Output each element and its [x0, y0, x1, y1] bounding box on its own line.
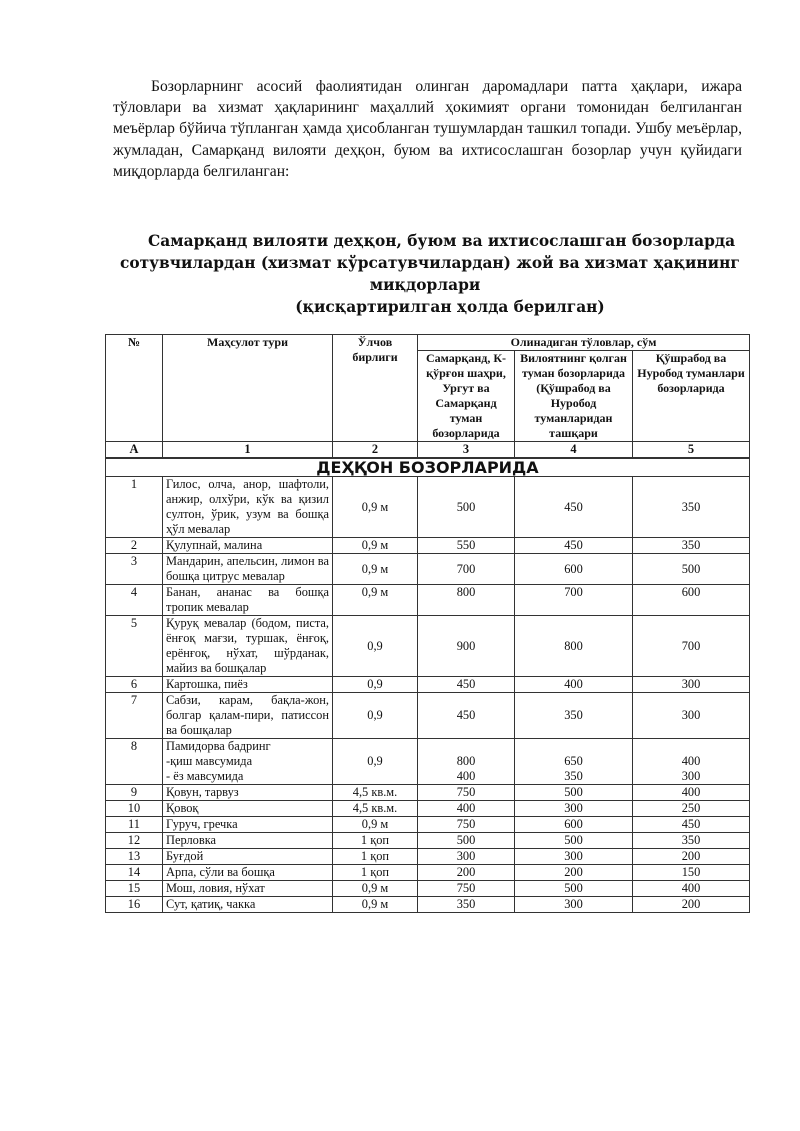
row-value-4: 200 [515, 865, 633, 881]
table-row [106, 817, 750, 833]
row-no: 13 [106, 849, 163, 865]
table-row [106, 477, 750, 538]
row-value-4: 500 [515, 881, 633, 897]
header-col4: Вилоятнинг қолган туман бозорларида (Қўшрабод ва Нуробод туманларидан ташқари [515, 351, 633, 442]
row-no: 10 [106, 801, 163, 817]
row-product: Қовоқ [163, 801, 333, 817]
row-value-5: 500 [633, 554, 750, 585]
row-unit: 0,9 [333, 677, 418, 693]
row-value-3: 200 [418, 865, 515, 881]
header-unit: Ўлчов бирлиги [333, 335, 418, 442]
row-value-3: 400 [418, 801, 515, 817]
value-summer: 350 [564, 769, 583, 783]
row-value-4 [515, 739, 633, 785]
row-unit: 0,9 м [333, 897, 418, 913]
heading-line-4: (қисқартирилган ҳолда берилган) [295, 298, 605, 316]
row-unit: 0,9 м [333, 554, 418, 585]
row-value-5: 450 [633, 817, 750, 833]
column-numbering-row [106, 442, 750, 459]
row-unit: 0,9 м [333, 477, 418, 538]
row-product: Сабзи, карам, бақла-жон, болгар қалам-пири, патиссон ва бошқалар [163, 693, 333, 739]
row-product-line: -қиш мавсумида [166, 754, 253, 768]
row-product: Картошка, пиёз [163, 677, 333, 693]
row-value-4: 600 [515, 817, 633, 833]
num-cell: 5 [633, 442, 750, 459]
value-summer: 300 [681, 769, 701, 783]
header-no: № [106, 335, 163, 442]
row-value-4: 300 [515, 801, 633, 817]
row-value-3: 550 [418, 538, 515, 554]
row-value-4: 800 [515, 616, 633, 677]
section-row [106, 458, 750, 477]
row-value-3: 500 [418, 477, 515, 538]
heading-line-3: миқдорлари [369, 276, 481, 294]
heading-line-2: сотувчилардан (хизмат кўрсатувчилардан) жой ва хизмат ҳақининг [120, 254, 740, 272]
value-winter: 400 [681, 754, 701, 768]
table-row [106, 865, 750, 881]
row-value-4: 500 [515, 833, 633, 849]
row-no: 6 [106, 677, 163, 693]
row-value-5: 350 [633, 833, 750, 849]
row-no: 11 [106, 817, 163, 833]
header-product: Маҳсулот тури [163, 335, 333, 442]
row-unit: 4,5 кв.м. [333, 785, 418, 801]
section-title: ДЕҲҚОН БОЗОРЛАРИДА [106, 458, 750, 477]
table-row [106, 833, 750, 849]
header-payments: Олинадиган тўловлар, сўм [418, 335, 750, 351]
row-no: 7 [106, 693, 163, 739]
row-product: Банан, ананас ва бошқа тропик мевалар [163, 585, 333, 616]
num-cell: 3 [418, 442, 515, 459]
table-row [106, 585, 750, 616]
table-row [106, 897, 750, 913]
row-product: Қулупнай, малина [163, 538, 333, 554]
row-value-3: 750 [418, 785, 515, 801]
row-value-5: 300 [633, 693, 750, 739]
num-cell: 2 [333, 442, 418, 459]
table-row [106, 785, 750, 801]
row-value-5: 300 [633, 677, 750, 693]
row-product: Гуруч, гречка [163, 817, 333, 833]
row-value-3 [418, 739, 515, 785]
row-value-3: 750 [418, 881, 515, 897]
row-value-5: 350 [633, 477, 750, 538]
row-value-5: 200 [633, 849, 750, 865]
row-product: Арпа, сўли ва бошқа [163, 865, 333, 881]
table-row [106, 739, 750, 785]
row-value-4: 450 [515, 538, 633, 554]
row-product: Буғдой [163, 849, 333, 865]
row-no: 16 [106, 897, 163, 913]
num-cell: 1 [163, 442, 333, 459]
row-unit: 0,9 [333, 693, 418, 739]
row-product: Сут, қатиқ, чакка [163, 897, 333, 913]
row-product-line: - ёз мавсумида [166, 769, 244, 783]
heading-line-1: Самарқанд вилояти деҳқон, буюм ва ихтисослашган бозорларда [148, 232, 736, 250]
row-no: 3 [106, 554, 163, 585]
fees-table [105, 334, 750, 913]
row-value-3: 450 [418, 693, 515, 739]
header-col3: Самарқанд, К-қўрғон шаҳри, Ургут ва Самарқанд туман бозорларида [418, 351, 515, 442]
header-col5: Қўшрабод ва Нуробод туманлари бозорларида [633, 351, 750, 442]
row-value-3: 450 [418, 677, 515, 693]
row-no: 14 [106, 865, 163, 881]
row-value-3: 300 [418, 849, 515, 865]
table-row [106, 881, 750, 897]
row-value-3: 900 [418, 616, 515, 677]
row-value-5: 250 [633, 801, 750, 817]
row-no: 15 [106, 881, 163, 897]
row-value-3: 750 [418, 817, 515, 833]
row-no: 9 [106, 785, 163, 801]
row-unit: 4,5 кв.м. [333, 801, 418, 817]
row-value-3: 700 [418, 554, 515, 585]
row-value-4: 600 [515, 554, 633, 585]
row-value-4: 500 [515, 785, 633, 801]
row-no: 5 [106, 616, 163, 677]
row-no: 2 [106, 538, 163, 554]
row-unit: 0,9 м [333, 538, 418, 554]
row-unit: 0,9 [333, 739, 418, 785]
table-row [106, 677, 750, 693]
row-unit: 1 қоп [333, 865, 418, 881]
row-value-4: 400 [515, 677, 633, 693]
row-value-4: 300 [515, 849, 633, 865]
row-unit: 0,9 м [333, 817, 418, 833]
row-value-5: 200 [633, 897, 750, 913]
row-unit: 0,9 м [333, 881, 418, 897]
row-product: Қовун, тарвуз [163, 785, 333, 801]
row-product [163, 739, 333, 785]
row-value-3: 350 [418, 897, 515, 913]
row-no: 4 [106, 585, 163, 616]
row-value-5 [633, 739, 750, 785]
row-value-5: 400 [633, 785, 750, 801]
row-value-5: 700 [633, 616, 750, 677]
table-row [106, 554, 750, 585]
row-unit: 0,9 м [333, 585, 418, 616]
table-row [106, 801, 750, 817]
row-no: 12 [106, 833, 163, 849]
num-cell: А [106, 442, 163, 459]
table-row [106, 616, 750, 677]
table-row [106, 538, 750, 554]
row-value-4: 300 [515, 897, 633, 913]
row-unit: 1 қоп [333, 849, 418, 865]
row-no: 1 [106, 477, 163, 538]
value-winter: 800 [456, 754, 476, 768]
row-product-line: Памидорва бадринг [166, 739, 271, 753]
row-product: Перловка [163, 833, 333, 849]
value-summer: 400 [456, 769, 476, 783]
row-value-5: 350 [633, 538, 750, 554]
table-row [106, 693, 750, 739]
value-winter: 650 [564, 754, 583, 768]
row-value-4: 350 [515, 693, 633, 739]
row-value-3: 800 [418, 585, 515, 616]
row-value-5: 400 [633, 881, 750, 897]
intro-paragraph: Бозорларнинг асосий фаолиятидан олинган даромадлари патта ҳақлари, ижара тўловлари ва хизмат ҳақларининг маҳаллий ҳокимият органи томонидан белгиланган меъёрлар бўйича тўпланган ҳамда ҳисобланган тушумлардан ташкил топади. Ушбу меъёрлар, жумладан, Самарқанд вилояти деҳқон, буюм ва ихтисослашган бозорлар учун қуйидаги миқдорларда белгиланган: [113, 78, 742, 180]
row-value-5: 150 [633, 865, 750, 881]
row-value-5: 600 [633, 585, 750, 616]
row-value-3: 500 [418, 833, 515, 849]
row-unit: 1 қоп [333, 833, 418, 849]
row-value-4: 450 [515, 477, 633, 538]
row-product: Гилос, олча, анор, шафтоли, анжир, олхўри, кўк ва қизил султон, ўрик, узум ва бошқа ҳўл мевалар [163, 477, 333, 538]
row-unit: 0,9 [333, 616, 418, 677]
row-product: Мандарин, апельсин, лимон ва бошқа цитрус мевалар [163, 554, 333, 585]
row-no: 8 [106, 739, 163, 785]
table-row [106, 849, 750, 865]
row-value-4: 700 [515, 585, 633, 616]
table-heading [120, 230, 740, 318]
num-cell: 4 [515, 442, 633, 459]
row-product: Қуруқ мевалар (бодом, писта, ёнғоқ мағзи, туршак, ёнғоқ, ерёнғоқ, нўхат, шўрданак, майиз ва бошқалар [163, 616, 333, 677]
row-product: Мош, ловия, нўхат [163, 881, 333, 897]
